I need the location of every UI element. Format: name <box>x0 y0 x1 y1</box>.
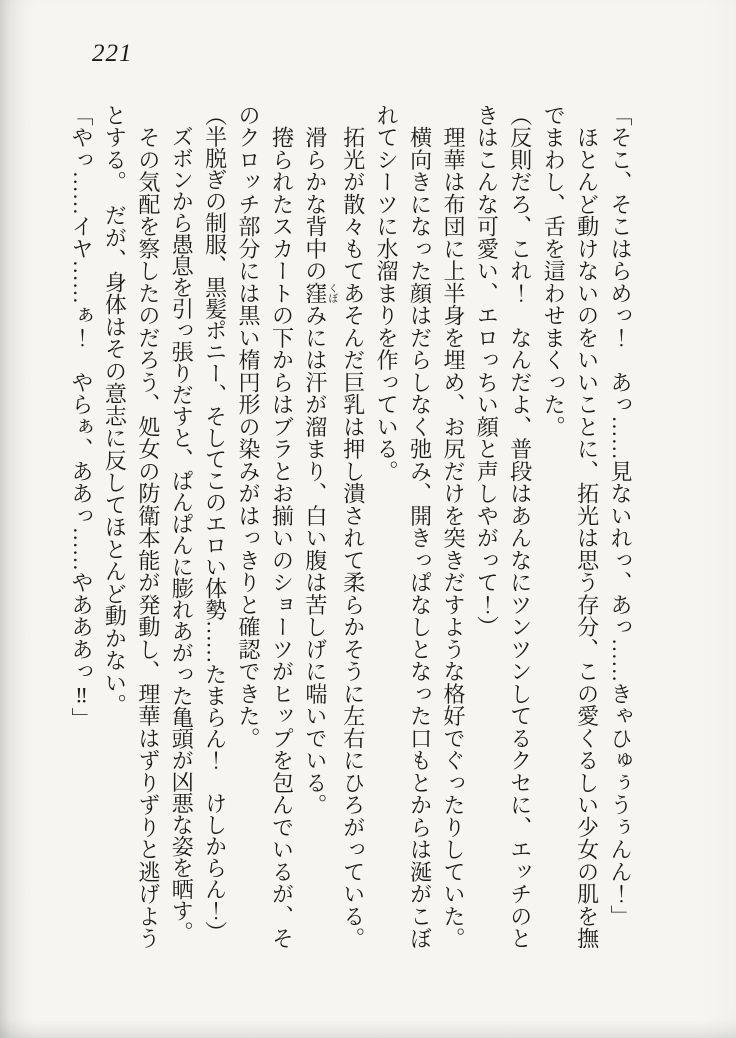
text-line: れてシーツに水溜まりを作っている。 <box>374 104 400 483</box>
text-line: ズボンから愚息を引っ張りだすと、ぱんぱんに膨れあがった亀頭が凶悪な姿を晒す。 <box>169 104 195 943</box>
furigana-text: くぼ <box>325 282 337 305</box>
text-line: とする。 だが、身体はその意志に反してほとんど動かない。 <box>102 104 128 716</box>
vertical-text-block <box>65 104 637 962</box>
text-line: （半脱ぎの制服、黒髪ポニー、そしてこのエロい体勢……たまらん！ けしからん！） <box>202 104 228 943</box>
text-line: のクロッチ部分には黒い楕円形の染みがはっきりと確認できた。 <box>236 104 262 750</box>
text-line: その気配を察したのだろう、処女の防衛本能が発動し、理華はずりずりと逃げよう <box>135 104 161 950</box>
text-line: （反則だろ、これ！ なんだよ、普段はあんなにツンツンしてるクセに、エッチのと <box>507 104 533 950</box>
page-number: 221 <box>92 40 133 67</box>
text-line: 理華は布団に上半身を埋め、お尻だけを突きだすような格好でぐったりしていた。 <box>440 104 466 950</box>
ruby-annotation: 窪くぼ <box>302 282 337 305</box>
text-line: きはこんな可愛い、エロっちい顔と声しやがって！） <box>474 104 500 638</box>
text-line: ほとんど動けないのをいいことに、拓光は思う存分、この愛くるしい少女の肌を撫 <box>574 104 600 950</box>
text-line: 捲られたスカートの下からはブラとお揃いのショーツがヒップを包んでいるが、そ <box>269 104 295 950</box>
text-line: 横向きになった顔はだらしなく弛み、開きっぱなしとなった口もとからは涎がこぼ <box>407 104 433 950</box>
text-line: でまわし、舌を這わせまくった。 <box>541 104 567 438</box>
text-line: 拓光が散々もてあそんだ巨乳は押し潰されて柔らかそうに左右にひろがっている。 <box>340 104 366 950</box>
text-line: 「そこ、そこはらめっ！ あっ……見ないれっ、あっ……きゃひゅぅうぅんん！」 <box>608 104 633 928</box>
text-line: 「やっ……イヤ……ぁ！ やらぁ、ああっ……やあああっ‼」 <box>69 104 94 730</box>
text-line: 滑らかな背中の窪くぼみには汗が溜まり、白い腹は苦しげに喘いでいる。 <box>302 104 337 816</box>
